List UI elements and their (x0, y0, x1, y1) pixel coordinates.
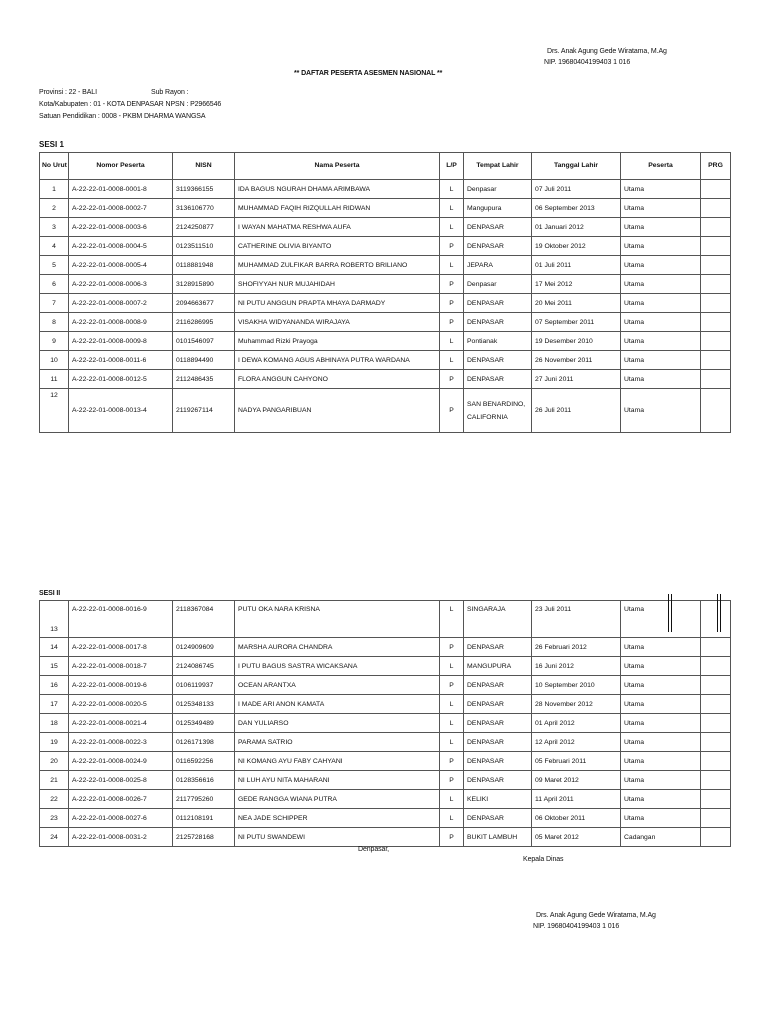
cell-lp: P (440, 638, 464, 657)
cell-nama-peserta: MARSHA AURORA CHANDRA (235, 638, 440, 657)
cell-tempat-lahir: Denpasar (464, 275, 532, 294)
cell-lp: L (440, 256, 464, 275)
cell-tempat-lahir: DENPASAR (464, 351, 532, 370)
cell-prg (701, 199, 731, 218)
cell-no-urut: 15 (40, 657, 69, 676)
cell-tempat-lahir: DENPASAR (464, 294, 532, 313)
cell-tanggal-lahir: 27 Juni 2011 (532, 370, 621, 389)
cell-nisn: 0125349489 (173, 714, 235, 733)
cell-nama-peserta: DAN YULIARSO (235, 714, 440, 733)
table-row (40, 638, 731, 657)
cell-tempat-lahir: SINGARAJA (464, 601, 532, 638)
cell-no-urut: 16 (40, 676, 69, 695)
table-row (40, 790, 731, 809)
cell-tanggal-lahir: 06 September 2013 (532, 199, 621, 218)
sesi2-body (40, 638, 731, 847)
cell-lp: L (440, 657, 464, 676)
header-signer-nip: NIP. 19680404199403 1 016 (544, 59, 631, 66)
cell-nomor-peserta: A-22-22-01-0008-0009-8 (69, 332, 173, 351)
cell-no-urut: 19 (40, 733, 69, 752)
cell-prg (701, 809, 731, 828)
cell-peserta: Utama (621, 218, 701, 237)
cell-nomor-peserta: A-22-22-01-0008-0024-9 (69, 752, 173, 771)
cell-tanggal-lahir: 26 Juli 2011 (532, 389, 621, 433)
cell-no-urut: 17 (40, 695, 69, 714)
cell-no-urut: 14 (40, 638, 69, 657)
cell-peserta: Utama (621, 351, 701, 370)
table-row (40, 657, 731, 676)
cell-nisn: 2094663677 (173, 294, 235, 313)
sesi2-label: SESI II (39, 590, 61, 597)
col-header-peserta: Peserta (621, 153, 701, 180)
cell-tempat-lahir: SAN BENARDINO, CALIFORNIA (464, 389, 532, 433)
cell-tempat-lahir: JEPARA (464, 256, 532, 275)
col-header-nama-peserta: Nama Peserta (235, 153, 440, 180)
sesi1-body (40, 180, 731, 389)
cell-peserta: Utama (621, 733, 701, 752)
cell-nama-peserta: IDA BAGUS NGURAH DHAMA ARIMBAWA (235, 180, 440, 199)
vertical-mark (671, 594, 672, 632)
cell-no-urut: 12 (40, 389, 69, 433)
cell-tanggal-lahir: 23 Juli 2011 (532, 601, 621, 638)
cell-nomor-peserta: A-22-22-01-0008-0019-6 (69, 676, 173, 695)
cell-nomor-peserta: A-22-22-01-0008-0007-2 (69, 294, 173, 313)
cell-prg (701, 676, 731, 695)
cell-peserta: Utama (621, 714, 701, 733)
table-row (40, 237, 731, 256)
cell-prg (701, 828, 731, 847)
cell-prg (701, 332, 731, 351)
cell-no-urut: 11 (40, 370, 69, 389)
cell-prg (701, 237, 731, 256)
cell-prg (701, 657, 731, 676)
cell-peserta: Utama (621, 256, 701, 275)
header-signer-name: Drs. Anak Agung Gede Wiratama, M.Ag (547, 48, 667, 55)
table-row (40, 676, 731, 695)
cell-tempat-lahir: DENPASAR (464, 313, 532, 332)
cell-lp: L (440, 601, 464, 638)
cell-peserta: Utama (621, 809, 701, 828)
sub-rayon-line: Sub Rayon : (151, 89, 189, 96)
table-row (40, 294, 731, 313)
cell-nama-peserta: MUHAMMAD ZULFIKAR BARRA ROBERTO BRILIANO (235, 256, 440, 275)
cell-nomor-peserta: A-22-22-01-0008-0025-8 (69, 771, 173, 790)
cell-nisn: 2112486435 (173, 370, 235, 389)
cell-nama-peserta: I MADE ARI ANON KAMATA (235, 695, 440, 714)
cell-lp: P (440, 275, 464, 294)
cell-nomor-peserta: A-22-22-01-0008-0008-9 (69, 313, 173, 332)
cell-peserta: Utama (621, 332, 701, 351)
cell-no-urut: 21 (40, 771, 69, 790)
cell-lp: P (440, 752, 464, 771)
cell-tanggal-lahir: 05 Februari 2011 (532, 752, 621, 771)
cell-peserta: Utama (621, 313, 701, 332)
cell-nisn: 2124250877 (173, 218, 235, 237)
cell-peserta: Utama (621, 294, 701, 313)
cell-tanggal-lahir: 05 Maret 2012 (532, 828, 621, 847)
cell-no-urut: 13 (40, 601, 69, 638)
cell-prg (701, 218, 731, 237)
col-header-no-urut: No Urut (40, 153, 69, 180)
vertical-mark (717, 594, 718, 632)
cell-nomor-peserta: A-22-22-01-0008-0002-7 (69, 199, 173, 218)
table-row (40, 771, 731, 790)
cell-peserta: Utama (621, 180, 701, 199)
cell-prg (701, 370, 731, 389)
cell-tempat-lahir: DENPASAR (464, 237, 532, 256)
cell-peserta: Utama (621, 657, 701, 676)
cell-nama-peserta: I WAYAN MAHATMA RESHWA AUFA (235, 218, 440, 237)
cell-nisn: 0101546097 (173, 332, 235, 351)
cell-nama-peserta: OCEAN ARANTXA (235, 676, 440, 695)
footer-place: Denpasar, (358, 846, 390, 853)
cell-no-urut: 10 (40, 351, 69, 370)
cell-tanggal-lahir: 26 Februari 2012 (532, 638, 621, 657)
satuan-line: Satuan Pendidikan : 0008 - PKBM DHARMA WANGSA (39, 113, 206, 120)
cell-nama-peserta: FLORA ANGGUN CAHYONO (235, 370, 440, 389)
cell-nisn: 0112108191 (173, 809, 235, 828)
cell-lp: P (440, 370, 464, 389)
table-row (40, 370, 731, 389)
cell-tempat-lahir: DENPASAR (464, 714, 532, 733)
table-header-row (40, 153, 731, 180)
cell-no-urut: 5 (40, 256, 69, 275)
cell-nisn: 2125728168 (173, 828, 235, 847)
cell-prg (701, 275, 731, 294)
table-row (40, 313, 731, 332)
cell-lp: L (440, 199, 464, 218)
cell-nama-peserta: CATHERINE OLIVIA BIYANTO (235, 237, 440, 256)
cell-tempat-lahir: BUKIT LAMBUH (464, 828, 532, 847)
cell-nama-peserta: NADYA PANGARIBUAN (235, 389, 440, 433)
table-row (40, 256, 731, 275)
cell-lp: L (440, 218, 464, 237)
vertical-mark (668, 594, 669, 632)
cell-peserta: Utama (621, 752, 701, 771)
cell-nama-peserta: SHOFIYYAH NUR MUJAHIDAH (235, 275, 440, 294)
col-header-tempat-lahir: Tempat Lahir (464, 153, 532, 180)
cell-lp: P (440, 237, 464, 256)
table-row (40, 828, 731, 847)
cell-tempat-lahir: KELIKI (464, 790, 532, 809)
cell-no-urut: 1 (40, 180, 69, 199)
cell-nisn: 3128915890 (173, 275, 235, 294)
cell-nama-peserta: I PUTU BAGUS SASTRA WICAKSANA (235, 657, 440, 676)
cell-peserta: Utama (621, 638, 701, 657)
cell-lp: L (440, 351, 464, 370)
cell-prg (701, 389, 731, 433)
col-header-lp: L/P (440, 153, 464, 180)
cell-prg (701, 733, 731, 752)
cell-lp: L (440, 809, 464, 828)
cell-nisn: 0125348133 (173, 695, 235, 714)
cell-tanggal-lahir: 12 April 2012 (532, 733, 621, 752)
cell-nomor-peserta: A-22-22-01-0008-0016-9 (69, 601, 173, 638)
cell-lp: L (440, 790, 464, 809)
cell-tanggal-lahir: 17 Mei 2012 (532, 275, 621, 294)
cell-tempat-lahir: Pontianak (464, 332, 532, 351)
footer-signer-nip: NIP. 19680404199403 1 016 (533, 923, 620, 930)
cell-tempat-lahir: Denpasar (464, 180, 532, 199)
cell-tempat-lahir: DENPASAR (464, 733, 532, 752)
col-header-nisn: NISN (173, 153, 235, 180)
cell-tanggal-lahir: 19 Desember 2010 (532, 332, 621, 351)
table-row (40, 733, 731, 752)
cell-peserta: Utama (621, 237, 701, 256)
cell-tanggal-lahir: 01 Januari 2012 (532, 218, 621, 237)
cell-lp: P (440, 294, 464, 313)
cell-lp: P (440, 389, 464, 433)
cell-tempat-lahir: DENPASAR (464, 695, 532, 714)
cell-prg (701, 771, 731, 790)
cell-nomor-peserta: A-22-22-01-0008-0006-3 (69, 275, 173, 294)
table-row (40, 695, 731, 714)
cell-lp: P (440, 313, 464, 332)
cell-nomor-peserta: A-22-22-01-0008-0031-2 (69, 828, 173, 847)
cell-nomor-peserta: A-22-22-01-0008-0001-8 (69, 180, 173, 199)
sesi1-label: SESI 1 (39, 140, 64, 149)
cell-prg (701, 601, 731, 638)
cell-nama-peserta: NI PUTU ANGGUN PRAPTA MHAYA DARMADY (235, 294, 440, 313)
cell-nisn: 0123511510 (173, 237, 235, 256)
cell-peserta: Cadangan (621, 828, 701, 847)
cell-tanggal-lahir: 01 April 2012 (532, 714, 621, 733)
cell-nama-peserta: PARAMA SATRIO (235, 733, 440, 752)
cell-prg (701, 790, 731, 809)
cell-no-urut: 4 (40, 237, 69, 256)
cell-prg (701, 714, 731, 733)
cell-lp: L (440, 714, 464, 733)
table-row (40, 180, 731, 199)
cell-nisn: 0118881948 (173, 256, 235, 275)
cell-tanggal-lahir: 19 Oktober 2012 (532, 237, 621, 256)
cell-nomor-peserta: A-22-22-01-0008-0021-4 (69, 714, 173, 733)
cell-nama-peserta: NI LUH AYU NITA MAHARANI (235, 771, 440, 790)
cell-nomor-peserta: A-22-22-01-0008-0004-5 (69, 237, 173, 256)
sesi1-table (39, 152, 731, 433)
cell-tanggal-lahir: 16 Juni 2012 (532, 657, 621, 676)
cell-nomor-peserta: A-22-22-01-0008-0020-5 (69, 695, 173, 714)
cell-nomor-peserta: A-22-22-01-0008-0017-8 (69, 638, 173, 657)
cell-tempat-lahir: DENPASAR (464, 771, 532, 790)
cell-tempat-lahir: DENPASAR (464, 370, 532, 389)
cell-tempat-lahir: MANGUPURA (464, 657, 532, 676)
cell-peserta: Utama (621, 389, 701, 433)
cell-tempat-lahir: DENPASAR (464, 638, 532, 657)
cell-tempat-lahir: Mangupura (464, 199, 532, 218)
cell-tanggal-lahir: 09 Maret 2012 (532, 771, 621, 790)
cell-peserta: Utama (621, 370, 701, 389)
cell-nama-peserta: NI KOMANG AYU FABY CAHYANI (235, 752, 440, 771)
col-header-tanggal-lahir: Tanggal Lahir (532, 153, 621, 180)
cell-peserta: Utama (621, 695, 701, 714)
cell-no-urut: 8 (40, 313, 69, 332)
table-row (40, 332, 731, 351)
cell-nomor-peserta: A-22-22-01-0008-0003-6 (69, 218, 173, 237)
cell-tanggal-lahir: 01 Juli 2011 (532, 256, 621, 275)
cell-nomor-peserta: A-22-22-01-0008-0026-7 (69, 790, 173, 809)
cell-nomor-peserta: A-22-22-01-0008-0005-4 (69, 256, 173, 275)
table-row (40, 714, 731, 733)
table-row (40, 275, 731, 294)
cell-peserta: Utama (621, 676, 701, 695)
cell-lp: P (440, 771, 464, 790)
cell-no-urut: 24 (40, 828, 69, 847)
cell-tanggal-lahir: 10 September 2010 (532, 676, 621, 695)
cell-nama-peserta: NEA JADE SCHIPPER (235, 809, 440, 828)
cell-no-urut: 7 (40, 294, 69, 313)
footer-role: Kepala Dinas (523, 856, 564, 863)
table-row (40, 752, 731, 771)
col-header-prg: PRG (701, 153, 731, 180)
cell-prg (701, 351, 731, 370)
cell-peserta: Utama (621, 275, 701, 294)
cell-tempat-lahir: DENPASAR (464, 218, 532, 237)
cell-lp: L (440, 332, 464, 351)
cell-lp: L (440, 695, 464, 714)
cell-prg (701, 752, 731, 771)
cell-peserta: Utama (621, 601, 701, 638)
sesi2-table (39, 600, 731, 847)
cell-nama-peserta: Muhammad Rizki Prayoga (235, 332, 440, 351)
cell-nisn: 2116286995 (173, 313, 235, 332)
footer-signer-name: Drs. Anak Agung Gede Wiratama, M.Ag (536, 912, 656, 919)
cell-nisn: 0128356616 (173, 771, 235, 790)
cell-lp: L (440, 733, 464, 752)
cell-no-urut: 22 (40, 790, 69, 809)
cell-lp: P (440, 828, 464, 847)
cell-no-urut: 6 (40, 275, 69, 294)
vertical-mark (720, 594, 721, 632)
cell-nama-peserta: GEDE RANGGA WIANA PUTRA (235, 790, 440, 809)
cell-prg (701, 313, 731, 332)
cell-peserta: Utama (621, 771, 701, 790)
cell-tanggal-lahir: 07 Juli 2011 (532, 180, 621, 199)
cell-nisn: 2117795260 (173, 790, 235, 809)
cell-tanggal-lahir: 28 November 2012 (532, 695, 621, 714)
cell-nama-peserta: PUTU OKA NARA KRISNA (235, 601, 440, 638)
cell-nama-peserta: I DEWA KOMANG AGUS ABHINAYA PUTRA WARDANA (235, 351, 440, 370)
cell-nisn: 3136106770 (173, 199, 235, 218)
cell-no-urut: 9 (40, 332, 69, 351)
cell-nomor-peserta: A-22-22-01-0008-0027-6 (69, 809, 173, 828)
cell-peserta: Utama (621, 199, 701, 218)
cell-nisn: 0124909609 (173, 638, 235, 657)
cell-no-urut: 20 (40, 752, 69, 771)
cell-peserta: Utama (621, 790, 701, 809)
col-header-nomor-peserta: Nomor Peserta (69, 153, 173, 180)
cell-nama-peserta: NI PUTU SWANDEWI (235, 828, 440, 847)
table-row (40, 389, 731, 433)
cell-tanggal-lahir: 07 September 2011 (532, 313, 621, 332)
cell-no-urut: 3 (40, 218, 69, 237)
cell-prg (701, 294, 731, 313)
cell-prg (701, 256, 731, 275)
cell-tanggal-lahir: 26 November 2011 (532, 351, 621, 370)
table-row (40, 601, 731, 638)
cell-tempat-lahir: DENPASAR (464, 752, 532, 771)
cell-tanggal-lahir: 11 April 2011 (532, 790, 621, 809)
kota-line: Kota/Kabupaten : 01 - KOTA DENPASAR NPSN : P2966546 (39, 101, 222, 108)
page-title: ** DAFTAR PESERTA ASESMEN NASIONAL ** (294, 70, 443, 77)
cell-lp: L (440, 180, 464, 199)
cell-nomor-peserta: A-22-22-01-0008-0018-7 (69, 657, 173, 676)
cell-nisn: 2124086745 (173, 657, 235, 676)
cell-prg (701, 695, 731, 714)
cell-nomor-peserta: A-22-22-01-0008-0012-5 (69, 370, 173, 389)
cell-nisn: 3119366155 (173, 180, 235, 199)
cell-nisn: 2119267114 (173, 389, 235, 433)
cell-nomor-peserta: A-22-22-01-0008-0022-3 (69, 733, 173, 752)
cell-prg (701, 180, 731, 199)
cell-nama-peserta: MUHAMMAD FAQIH RIZQULLAH RIDWAN (235, 199, 440, 218)
table-row (40, 199, 731, 218)
cell-no-urut: 23 (40, 809, 69, 828)
table-row (40, 809, 731, 828)
cell-no-urut: 2 (40, 199, 69, 218)
provinsi-line: Provinsi : 22 - BALI (39, 89, 97, 96)
cell-tanggal-lahir: 06 Oktober 2011 (532, 809, 621, 828)
cell-lp: P (440, 676, 464, 695)
cell-prg (701, 638, 731, 657)
cell-nama-peserta: VISAKHA WIDYANANDA WIRAJAYA (235, 313, 440, 332)
cell-tempat-lahir: DENPASAR (464, 809, 532, 828)
cell-nisn: 0126171398 (173, 733, 235, 752)
cell-nisn: 0116592256 (173, 752, 235, 771)
cell-nisn: 0106119937 (173, 676, 235, 695)
cell-no-urut: 18 (40, 714, 69, 733)
cell-nomor-peserta: A-22-22-01-0008-0013-4 (69, 389, 173, 433)
cell-tempat-lahir: DENPASAR (464, 676, 532, 695)
table-row (40, 218, 731, 237)
cell-nisn: 0118894490 (173, 351, 235, 370)
cell-nomor-peserta: A-22-22-01-0008-0011-6 (69, 351, 173, 370)
cell-nisn: 2118367084 (173, 601, 235, 638)
cell-tanggal-lahir: 20 Mei 2011 (532, 294, 621, 313)
table-row (40, 351, 731, 370)
